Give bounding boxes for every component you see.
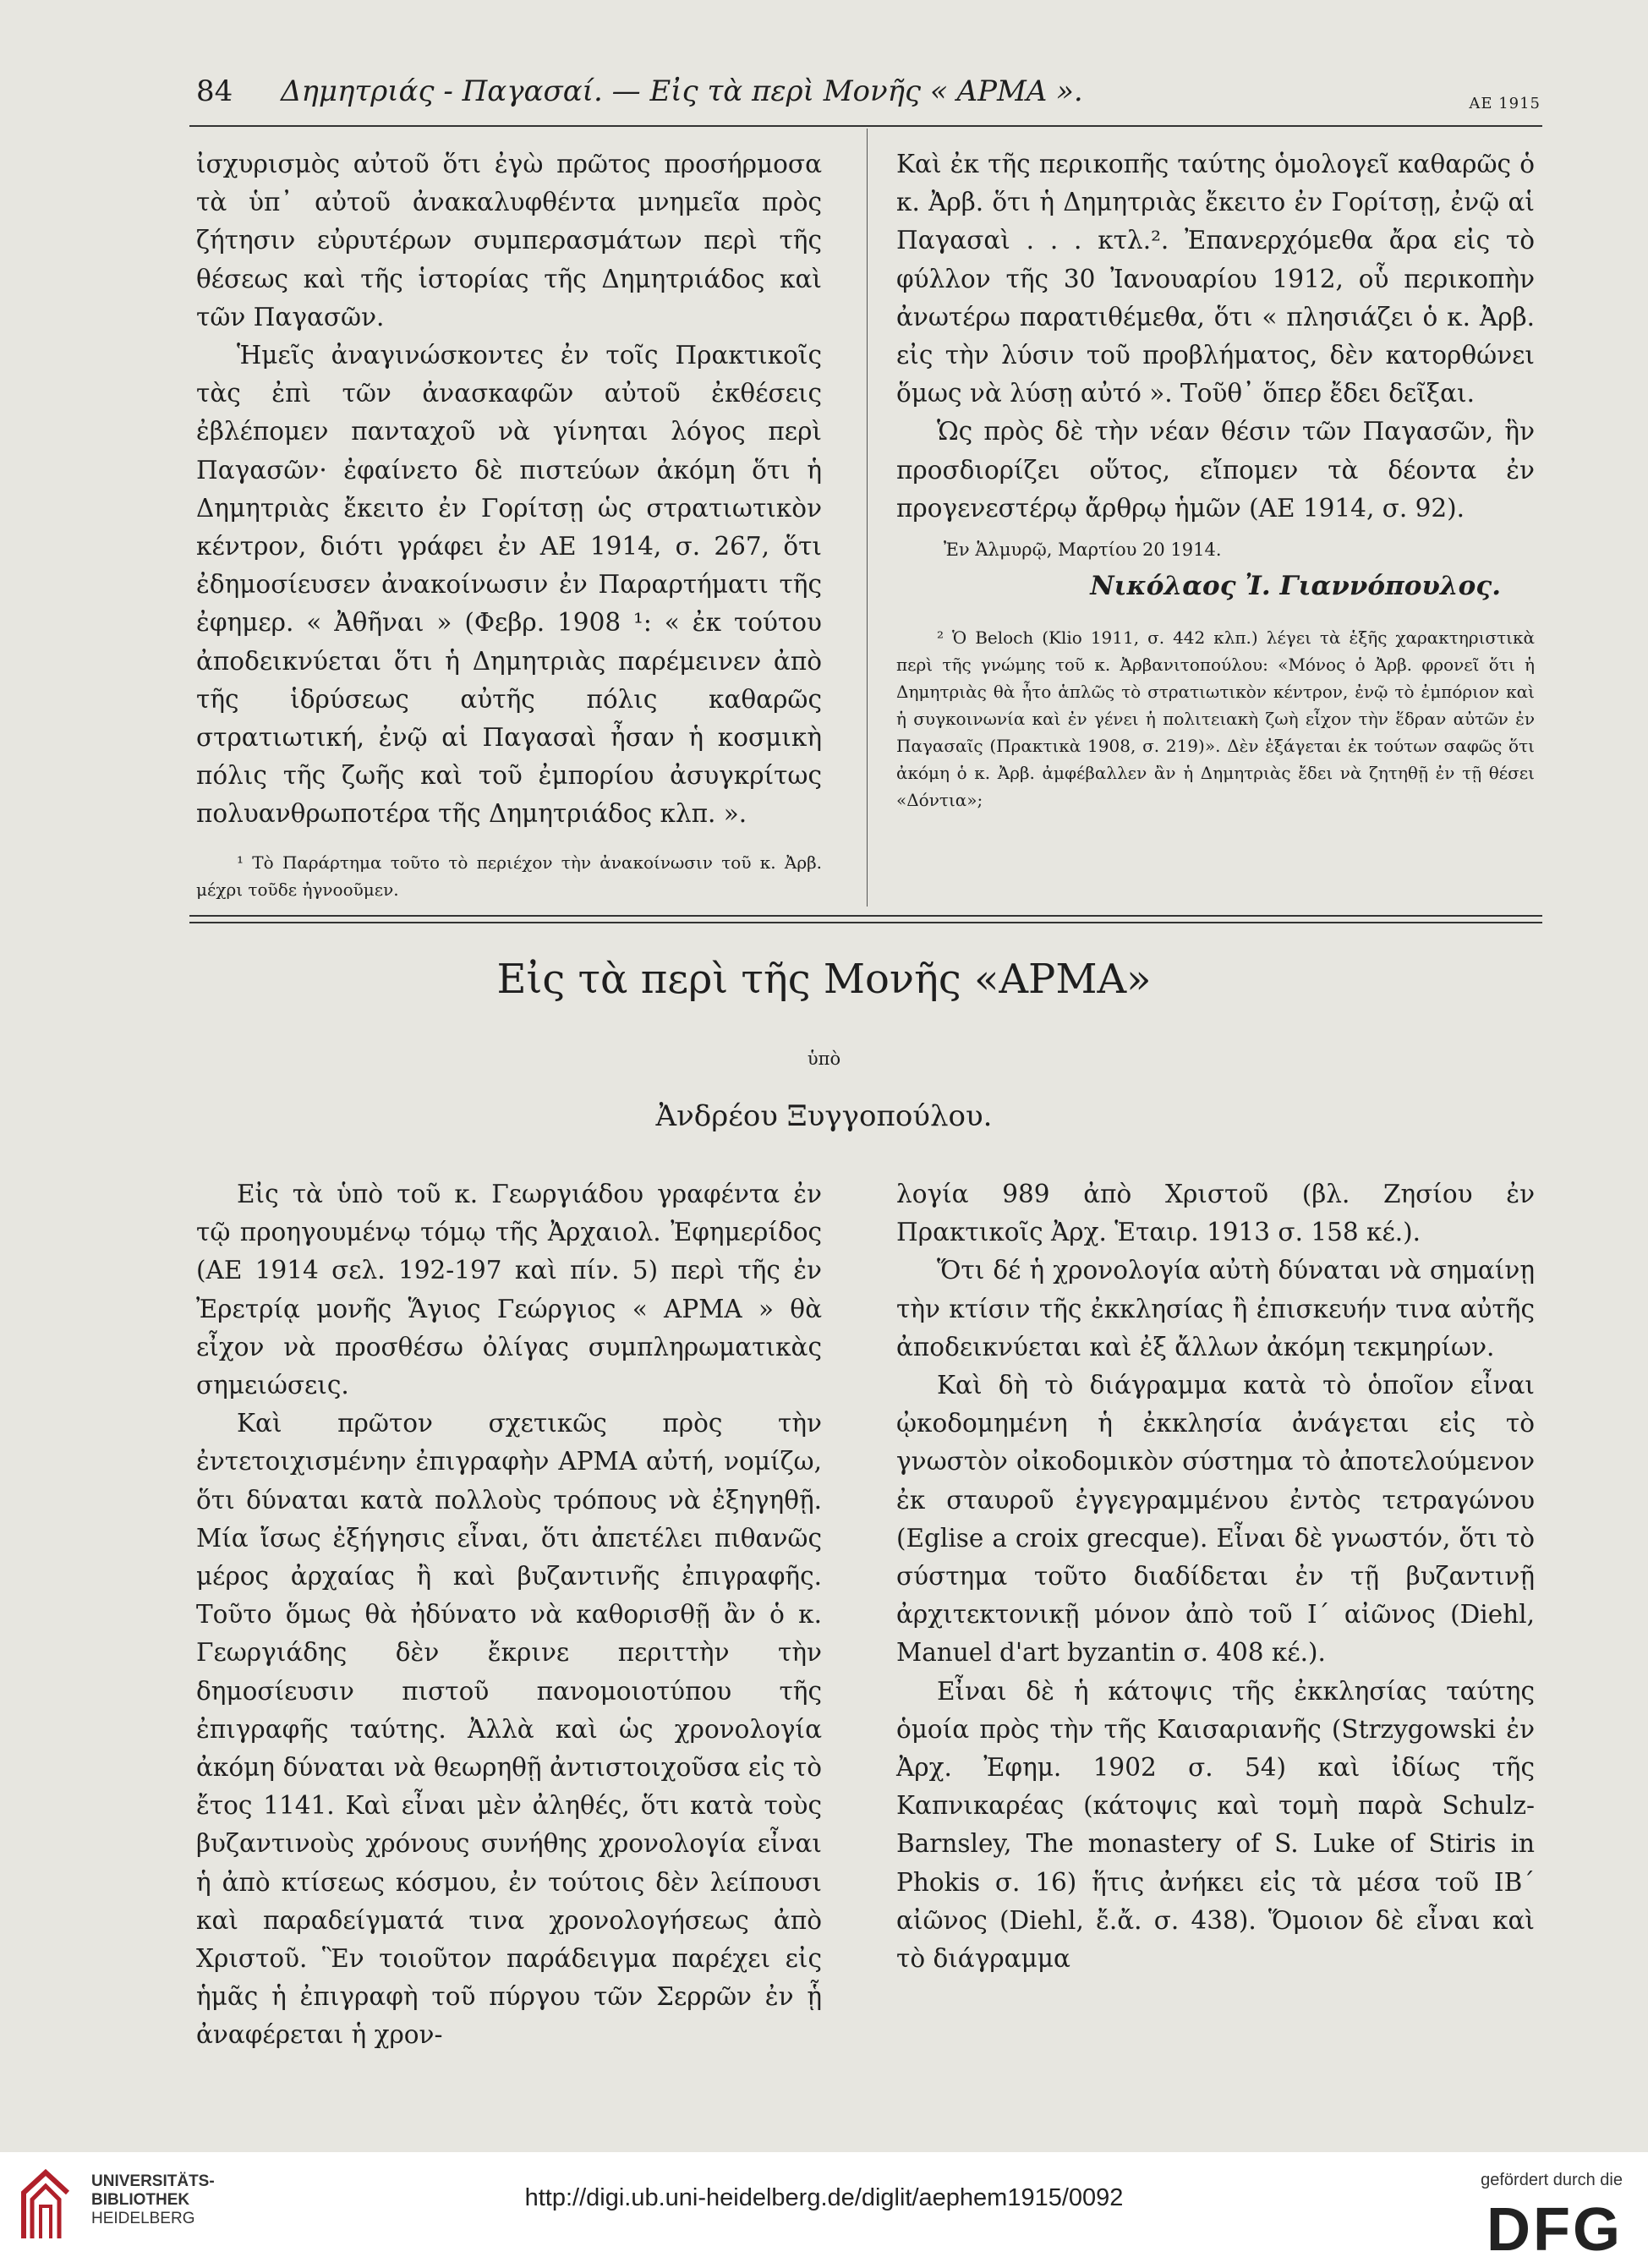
header-rule [189, 125, 1542, 127]
paragraph: Ἡμεῖς ἀναγινώσκοντες ἐν τοῖς Πρακτικοῖς τὰς ἐπὶ τῶν ἀνασκαφῶν αὐτοῦ ἐκθέσεις ἐβλέπομεν πανταχοῦ νὰ γίνηται λόγος περὶ Παγασῶν· ἐφαίνετο δὲ πιστεύων ἀκόμη ὅτι ἡ Δημητριὰς ἔκειτο ἐν Γορίτσῃ ὡς στρατιωτικὸν κέντρον, διότι γράφει ἐν ΑΕ 1914, σ. 267, ὅτι ἐδημοσίευσεν ἀνακοίνωσιν ἐν Παραρτήματι τῆς ἐφημερ. « Ἀθῆναι » (Φεβρ. 1908 ¹: « ἐκ τούτου ἀποδεικνύεται ὅτι ἡ Δημητριὰς παρέμεινεν ἀπὸ τῆς ἱδρύσεως αὐτῆς πόλις καθαρῶς στρατιωτική, ἐνῷ αἱ Παγασαὶ ἦσαν ἡ κοσμικὴ πόλις τῆς ζωῆς καὶ τοῦ ἐμπορίου ἀσυγκρίτως πολυανθρωποτέρα τῆς Δημητριάδος κλπ. ». [196, 341, 822, 829]
bottom-right-column [896, 1175, 1535, 1978]
paragraph: Εἶναι δὲ ἡ κάτοψις τῆς ἐκκλησίας ταύτης ὁμοία πρὸς τὴν τῆς Καισαριανῆς (Strzygowski ἐν Ἀρχ. Ἐφημ. 1902 σ. 54) καὶ ἰδίως τῆς Καπνικαρέας (κάτοψις καὶ τομὴ παρὰ Schulz-Barnsley, The monastery of S. Luke of Stiris in Phokis σ. 16) ἥτις ἀνήκει εἰς τὰ μέσα τοῦ ΙΒ´ αἰῶνος (Diehl, ἔ.ἄ. σ. 438). Ὅμοιον δὲ εἶναι καὶ τὸ διάγραμμα [896, 1676, 1535, 1974]
article-byline: ὑπὸ [807, 1049, 841, 1069]
paragraph: Εἰς τὰ ὑπὸ τοῦ κ. Γεωργιάδου γραφέντα ἐν τῷ προηγουμένῳ τόμῳ τῆς Ἀρχαιολ. Ἐφημερίδος (ΑΕ 1914 σελ. 192-197 καὶ πίν. 5) περὶ τῆς ἐν Ἐρετρίᾳ μονῆς Ἅγιος Γεώργιος « ΑΡΜΑ » θὰ εἶχον νὰ προσθέσω ὀλίγας συμπληρωματικὰς σημειώσεις. [196, 1180, 822, 1400]
paragraph: ἰσχυρισμὸς αὐτοῦ ὅτι ἐγὼ πρῶτος προσήρμοσα τὰ ὑπ᾽ αὐτοῦ ἀνακαλυφθέντα μνημεῖα πρὸς ζήτησιν εὐρυτέρων συμπερασμάτων περὶ τῆς θέσεως καὶ τῆς ἱστορίας τῆς Δημητριάδος καὶ τῶν Παγασῶν. [196, 150, 822, 331]
paragraph: λογία 989 ἀπὸ Χριστοῦ (βλ. Ζησίου ἐν Πρακτικοῖς Ἀρχ. Ἑταιρ. 1913 σ. 158 κέ.). [896, 1180, 1535, 1247]
top-right-column [896, 145, 1535, 814]
footnote-text: ² Ὁ Beloch (Klio 1911, σ. 442 κλπ.) λέγει τὰ ἑξῆς χαρακτηριστικὰ περὶ τῆς γνώμης τοῦ κ. Ἀρβανιτοπούλου: «Μόνος ὁ Ἀρβ. φρονεῖ ὅτι ἡ Δημητριὰς θὰ ἦτο ἁπλῶς τὸ στρατιωτικὸν κέντρον, ἐνῷ τὸ ἐμπόριον καὶ ἡ συγκοινωνία καὶ ἐν γένει ἡ πολιτειακὴ ζωὴ εἶχον τὴν ἕδραν αὐτῶν ἐν Παγασαῖς (Πρακτικὰ 1908, σ. 219)». Δὲν ἐξάγεται ἐκ τούτων σαφῶς ὅτι ἀκόμη ὁ κ. Ἀρβ. ἀμφέβαλλεν ἂν ἡ Δημητριὰς ἔδει νὰ ζητηθῇ ἐν τῇ θέσει «Δόντια»; [896, 627, 1535, 811]
funding-note: gefördert durch die [1481, 2171, 1623, 2189]
section-rule [189, 915, 1542, 917]
paragraph: Καὶ ἐκ τῆς περικοπῆς ταύτης ὁμολογεῖ καθαρῶς ὁ κ. Ἀρβ. ὅτι ἡ Δημητριὰς ἔκειτο ἐν Γορίτσῃ, ἐνῷ αἱ Παγασαὶ . . . κτλ.². Ἐπανερχόμεθα ἄρα εἰς τὸ φύλλον τῆς 30 Ἰανουαρίου 1912, οὗ περικοπὴν ἀνωτέρω παρατιθέμεθα, ὅτι « πλησιάζει ὁ κ. Ἀρβ. εἰς τὴν λύσιν τοῦ προβλήματος, δὲν κατορθώνει ὅμως νὰ λύσῃ αὐτό ». Τοῦθ᾽ ὅπερ ἔδει δεῖξαι. [896, 150, 1535, 408]
bottom-left-column [196, 1175, 822, 2055]
top-left-column [196, 145, 822, 903]
page-number: 84 [196, 74, 233, 108]
column-divider-top [867, 129, 868, 907]
section-rule-double [189, 922, 1542, 923]
paragraph: Καὶ πρῶτον σχετικῶς πρὸς τὴν ἐντετοιχισμένην ἐπιγραφὴν ΑΡΜΑ αὐτή, νομίζω, ὅτι δύναται κατὰ πολλοὺς τρόπους νὰ ἐξηγηθῇ. Μία ἴσως ἐξήγησις εἶναι, ὅτι ἀπετέλει πιθανῶς μέρος ἀρχαίας ἢ καὶ βυζαντινῆς ἐπιγραφῆς. Τοῦτο ὅμως θὰ ἠδύνατο νὰ καθορισθῇ ἂν ὁ κ. Γεωργιάδης δὲν ἔκρινε περιττὴν τὴν δημοσίευσιν πιστοῦ πανομοιοτύπου τῆς ἐπιγραφῆς ταύτης. Ἀλλὰ καὶ ὡς χρονολογία ἀκόμη δύναται νὰ θεωρηθῇ ἀντιστοιχοῦσα εἰς τὸ ἔτος 1141. Καὶ εἶναι μὲν ἀληθές, ὅτι κατὰ τοὺς βυζαντινοὺς χρόνους συνήθης χρονολογία εἶναι ἡ ἀπὸ κτίσεως κόσμου, ἐν τούτοις δὲν λείπουσι καὶ παραδείγματά τινα χρονολογήσεως ἀπὸ Χριστοῦ. Ἓν τοιοῦτον παράδειγμα παρέχει εἰς ἡμᾶς ἡ ἐπιγραφὴ τοῦ πύργου τῶν Σερρῶν ἐν ᾗ ἀναφέρεται ἡ χρον- [196, 1409, 822, 2050]
running-title: Δημητριάς - Παγασαί. — Εἰς τὰ περὶ Μονῆς « ΑΡΜΑ ». [281, 74, 1083, 108]
library-name-line: UNIVERSITÄTS- [91, 2172, 215, 2190]
footnote-2 [896, 624, 1535, 814]
paragraph: Καὶ δὴ τὸ διάγραμμα κατὰ τὸ ὁποῖον εἶναι ᾠκοδομημένη ἡ ἐκκλησία ἀνάγεται εἰς τὸ γνωστὸν οἰκοδομικὸν σύστημα τὸ ἀποτελούμενον ἐκ σταυροῦ ἐγγεγραμμένου ἐντὸς τετραγώνου (Eglise a croix grecque). Εἶναι δὲ γνωστόν, ὅτι τὸ σύστημα τοῦτο διαδίδεται ἐν τῇ βυζαντινῇ ἀρχιτεκτονικῇ μόνον ἀπὸ τοῦ Ι´ αἰῶνος (Diehl, Manuel d'art byzantin σ. 408 κέ.). [896, 1371, 1535, 1668]
library-name-line: HEIDELBERG [91, 2210, 195, 2227]
journal-label: ΑΕ 1915 [1469, 95, 1541, 112]
footnote-1 [196, 849, 822, 903]
paragraph: Ὡς πρὸς δὲ τὴν νέαν θέσιν τῶν Παγασῶν, ἣν προσδιορίζει οὕτος, εἴπομεν τὰ δέοντα ἐν προγενεστέρῳ ἄρθρῳ ἡμῶν (ΑΕ 1914, σ. 92). [896, 417, 1535, 523]
source-url-link[interactable]: http://digi.ub.uni-heidelberg.de/diglit/aephem1915/0092 [524, 2184, 1124, 2211]
author-signature: Νικόλαος Ἰ. Γιαννόπουλος. [1090, 571, 1501, 602]
page-header [196, 74, 1541, 117]
footer-banner [0, 2152, 1648, 2268]
library-name-line: BIBLIOTHEK [91, 2191, 190, 2209]
footnote-text: ¹ Τὸ Παράρτημα τοῦτο τὸ περιέχον τὴν ἀνακοίνωσιν τοῦ κ. Ἀρβ. μέχρι τοῦδε ἠγνοοῦμεν. [196, 852, 822, 900]
paragraph: Ὅτι δέ ἡ χρονολογία αὐτὴ δύναται νὰ σημαίνῃ τὴν κτίσιν τῆς ἐκκλησίας ἢ ἐπισκευήν τινα αὐτῆς ἀποδεικνύεται καὶ ἐξ ἄλλων ἀκόμη τεκμηρίων. [896, 1256, 1535, 1361]
article-author: Ἀνδρέου Ξυγγοπούλου. [655, 1099, 993, 1133]
article-title: Εἰς τὰ περὶ τῆς Μονῆς «ΑΡΜΑ» [496, 956, 1152, 1003]
place-date: Ἐν Ἁλμυρῷ, Μαρτίου 20 1914. [944, 540, 1222, 561]
dfg-logo-icon: DFG [1486, 2196, 1623, 2264]
